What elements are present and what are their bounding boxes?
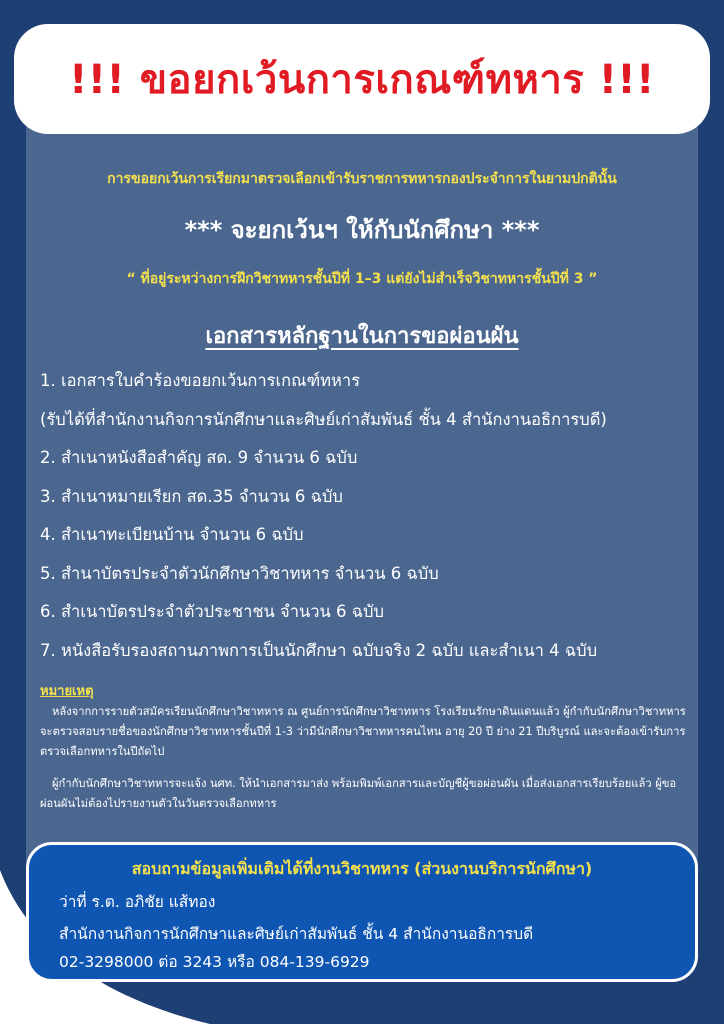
list-item: 1. เอกสารใบคำร้องขอยกเว้นการเกณฑ์ทหาร [40,371,361,390]
list-item: 4. สำเนาทะเบียนบ้าน จำนวน 6 ฉบับ [40,525,304,544]
page-title: !!! ขอยกเว้นการเกณฑ์ทหาร !!! [69,57,655,103]
documents-list [40,366,700,674]
documents-heading: เอกสารหลักฐานในการขอผ่อนผัน [205,324,519,349]
list-item: 5. สำนาบัตรประจำตัวนักศึกษาวิชาทหาร จำนวน 6 ฉบับ [40,563,439,583]
highlight-text: *** จะยกเว้นฯ ให้กับนักศึกษา *** [184,216,540,244]
notes-paragraph-2: ผู้กำกับนักศึกษาวิชาทหารจะแจ้ง นศท. ให้นำเอกสารมาส่ง พร้อมพิมพ์เอกสารและบัญชีผู้ขอผ่อนผัน เมื่อส่งเอกสารเรียบร้อยแล้ว ผู้ขอผ่อนผันไม่ต้องไปรายงานตัวในวันตรวจเลือกทหาร [40,777,677,810]
notes-label: หมายเหตุ [40,684,94,699]
intro-text: การขอยกเว้นการเรียกมาตรวจเลือกเข้ารับราชการทหารกองประจำการในยามปกตินั้น [107,171,617,187]
contact-phone: 02-3298000 ต่อ 3243 หรือ 084-139-6929 [59,953,370,971]
list-item: 7. หนังสือรับรองสถานภาพการเป็นนักศึกษา ฉบับจริง 2 ฉบับ และสำเนา 4 ฉบับ [40,640,598,660]
contact-office: สำนักงานกิจการนักศึกษาและศิษย์เก่าสัมพันธ์ ชั้น 4 สำนักงานอธิการบดี [59,925,534,943]
list-item: (รับได้ที่สำนักงานกิจการนักศึกษาและศิษย์เก่าสัมพันธ์ ชั้น 4 สำนักงานอธิการบดี) [40,409,607,429]
list-item: 6. สำเนาบัตรประจำตัวประชาชน จำนวน 6 ฉบับ [40,602,384,621]
contact-name: ว่าที่ ร.ต. อภิชัย แส้ทอง [59,893,216,911]
list-item: 2. สำเนาหนังสือสำคัญ สด. 9 จำนวน 6 ฉบับ [40,448,358,467]
eligibility-quote: “ ที่อยู่ระหว่างการฝึกวิชาทหารชั้นปีที่ 1–3 แต่ยังไม่สำเร็จวิชาทหารชั้นปีที่ 3 ” [126,271,598,287]
contact-title: สอบถามข้อมูลเพิ่มเติมได้ที่งานวิชาทหาร (ส่วนงานบริการนักศึกษา) [131,859,593,878]
notes-paragraph-1: หลังจากการรายตัวสมัครเรียนนักศึกษาวิชาทหาร ณ ศูนย์การนักศึกษาวิชาทหาร โรงเรียนรักษาดินแดนแล้ว ผู้กำกับนักศึกษาวิชาทหารจะตรวจสอบรายชื่อของนักศึกษาวิชาทหารชั้นปีที่ 1-3 ว่ามีนักศึกษาวิชาทหารคนไหน อายุ 20 ปี ย่าง 21 ปีบริบูรณ์ และจะต้องเข้ารับการตรวจเลือกทหารในปีถัดไป [40,705,686,758]
contact-box [26,842,698,982]
list-item: 3. สำเนาหมายเรียก สด.35 จำนวน 6 ฉบับ [40,486,343,506]
title-banner [14,24,710,134]
